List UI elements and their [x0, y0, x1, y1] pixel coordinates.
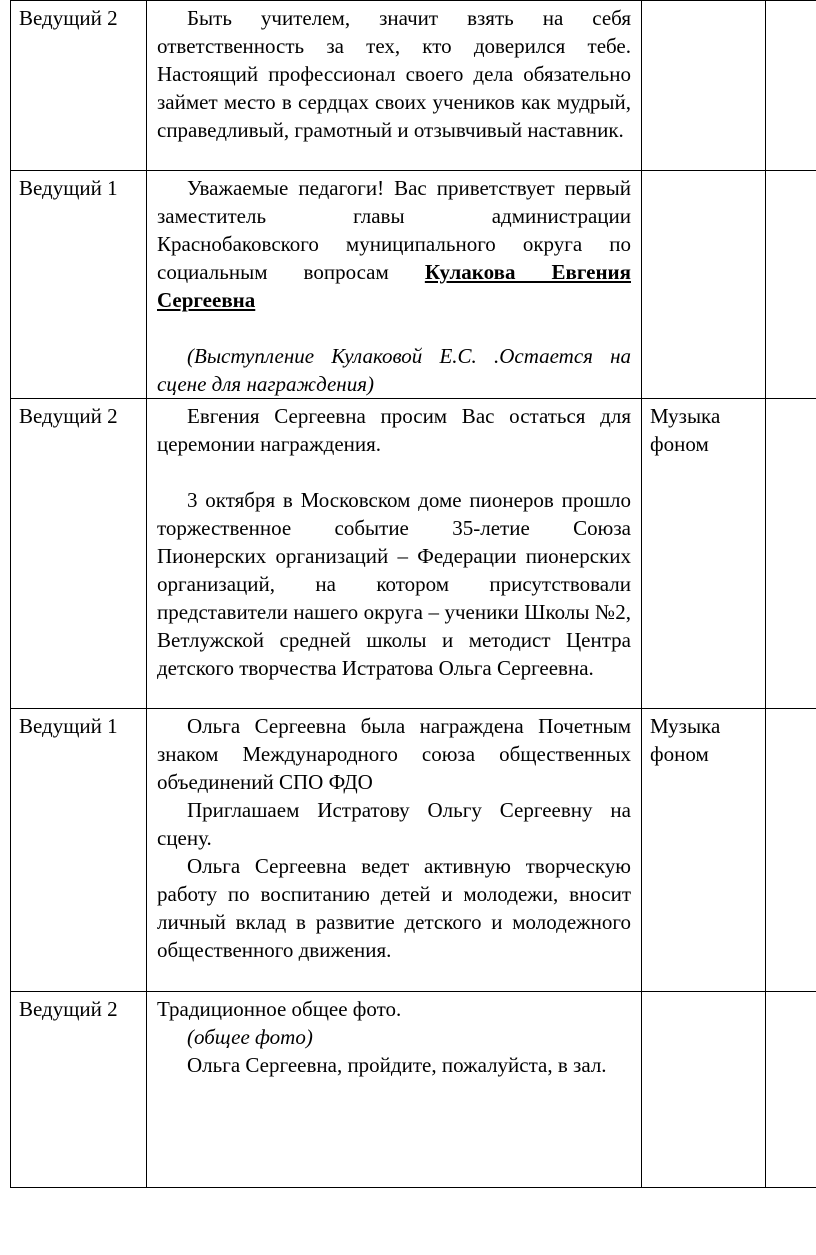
speaker-cell: Ведущий 1 [11, 171, 147, 399]
paragraph: Традиционное общее фото. [157, 997, 402, 1021]
note-cell [642, 1, 766, 171]
paragraph: 3 октября в Московском доме пионеров прошло торжественное событие 35-летие Союза Пионерских организаций – Федерации пионерских организаций, на котором присутствовали представители нашего округа – ученики Школы №2, Ветлужской средней школы и методист Центра детского творчества Истратова Ольга Сергеевна. [157, 488, 631, 680]
empty-cell [766, 709, 816, 992]
paragraph: Ольга Сергеевна ведет активную творческую работу по воспитанию детей и молодежи, вносит личный вклад в развитие детского и молодежного общественного движения. [157, 854, 631, 962]
text-cell [147, 399, 642, 709]
paragraph: Ольга Сергеевна, пройдите, пожалуйста, в зал. [187, 1053, 607, 1077]
paragraph: Евгения Сергеевна просим Вас остаться для церемонии награждения. [157, 404, 631, 456]
stage-direction: (общее фото) [187, 1025, 313, 1049]
text-cell [147, 1, 642, 171]
music-note: Музыка фоном [642, 399, 766, 709]
table-row [11, 171, 816, 399]
speaker-cell: Ведущий 1 [11, 709, 147, 992]
empty-cell [766, 992, 816, 1188]
honoree-name: Кулакова Евгения Сергеевна [157, 260, 631, 312]
speaker-cell: Ведущий 2 [11, 1, 147, 171]
table-row [11, 399, 816, 709]
paragraph: Ольга Сергеевна была награждена Почетным знаком Международного союза общественных объединений СПО ФДО [157, 714, 631, 794]
note-cell [642, 992, 766, 1188]
stage-direction: (Выступление Кулаковой Е.С. .Остается на сцене для награждения) [157, 344, 631, 396]
speaker-cell: Ведущий 2 [11, 399, 147, 709]
text-cell [147, 709, 642, 992]
speaker-cell: Ведущий 2 [11, 992, 147, 1188]
note-cell [642, 171, 766, 399]
table-row [11, 1, 816, 171]
paragraph [157, 174, 631, 314]
empty-cell [766, 399, 816, 709]
paragraph-text: Уважаемые педагоги! Вас приветствует первый заместитель главы администрации Краснобаковского муниципального округа по социальным вопросам [157, 176, 631, 284]
empty-cell [766, 171, 816, 399]
table-row [11, 709, 816, 992]
paragraph: Быть учителем, значит взять на себя ответственность за тех, кто доверился тебе. Настоящий профессионал своего дела обязательно займет место в сердцах своих учеников как мудрый, справедливый, грамотный и отзывчивый наставник. [157, 6, 631, 142]
table-row [11, 992, 816, 1188]
text-cell [147, 992, 642, 1188]
scenario-table [10, 0, 816, 1188]
text-cell [147, 171, 642, 399]
paragraph: Приглашаем Истратову Ольгу Сергеевну на сцену. [157, 798, 631, 850]
music-note: Музыка фоном [642, 709, 766, 992]
empty-cell [766, 1, 816, 171]
